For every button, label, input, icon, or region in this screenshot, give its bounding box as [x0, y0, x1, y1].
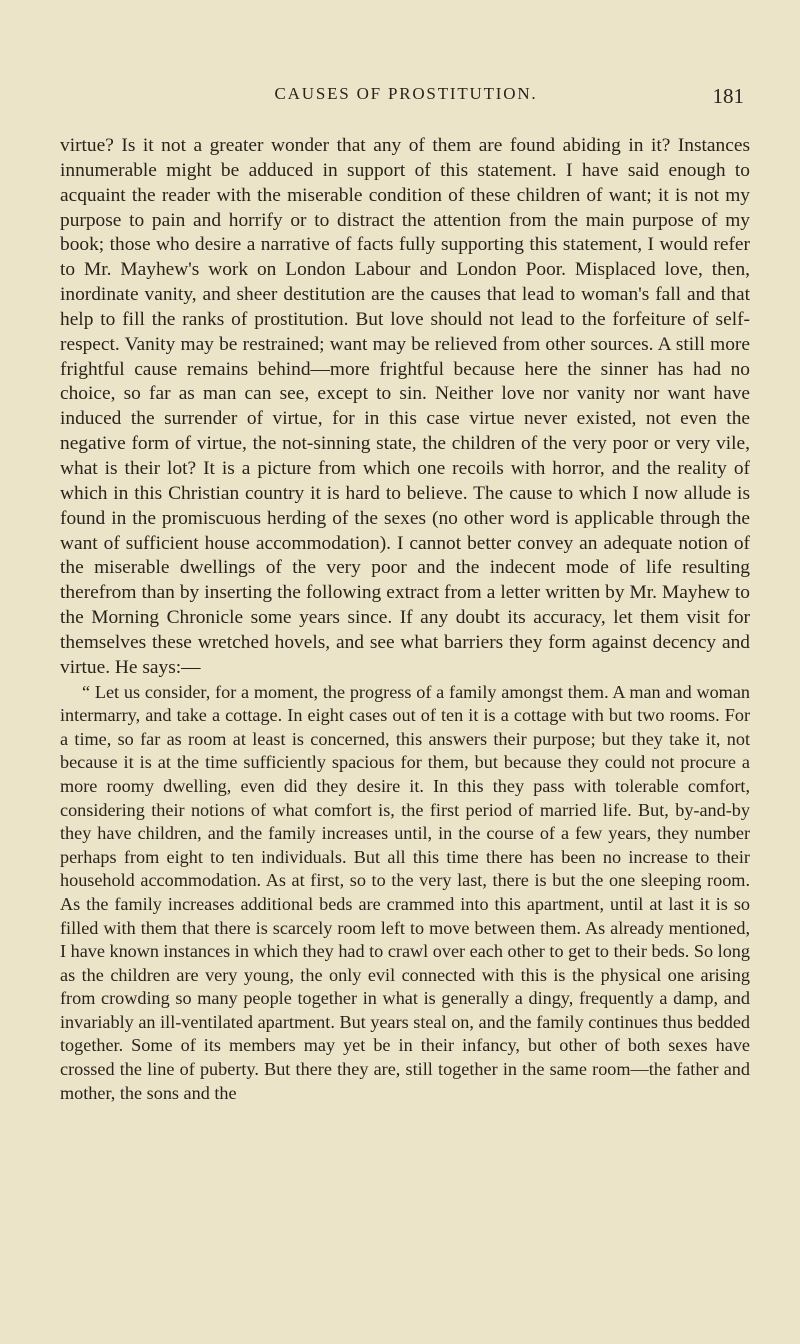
paragraph: virtue? Is it not a greater wonder that any of them are found abiding in it? Instances innumerable might be adduced in support of this statement. I have said enough to acquaint the reader with the miserable condition of these children of want; it is not my purpose to pain and horrify or to distract the attention from the main purpose of my book; those who desire a narrative of facts fully supporting this statement, I would refer to Mr. Mayhew's work on London Labour and London Poor. Misplaced love, then, inordinate vanity, and sheer destitution are the causes that lead to woman's fall and that help to fill the ranks of prostitution. But love should not lead to the forfeiture of self-respect. Vanity may be restrained; want may be relieved from other sources. A still more frightful cause remains behind—more frightful because here the sinner has had no choice, so far as man can see, except to sin. Neither love nor vanity nor want have induced the surrender of virtue, for in this case virtue never existed, not even the negative form of virtue, the not-sinning state, the children of the very poor or very vile, what is their lot? It is a picture from which one recoils with horror, and the reality of which in this Christian country it is hard to believe. The cause to which I now allude is found in the promiscuous herding of the sexes (no other word is applicable through the want of sufficient house accommodation). I cannot better convey an adequate notion of the miserable dwellings of the very poor and the indecent mode of life resulting therefrom than by inserting the following extract from a letter written by Mr. Mayhew to the Morning Chronicle some years since. If any doubt its accuracy, let them visit for themselves these wretched hovels, and see what barriers they form against decency and virtue. He says:—: [60, 135, 750, 678]
running-head: [62, 84, 750, 112]
running-title: CAUSES OF PROSTITUTION.: [274, 84, 538, 103]
page-number: 181: [712, 84, 744, 108]
quoted-paragraph: “ Let us consider, for a moment, the progress of a family amongst them. A man and woman intermarry, and take a cottage. In eight cases out of ten it is a cottage with but two rooms. For a time, so far as room at least is concerned, this answers their purpose; but they take it, not because it is at the time sufficiently spacious for them, but because they could not procure a more roomy dwelling, even did they desire it. In this they pass with tolerable comfort, considering their notions of what comfort is, the first period of married life. But, by-and-by they have children, and the family increases until, in the course of a few years, they number perhaps from eight to ten individuals. But all this time there has been no increase to their household accommodation. As at first, so to the very last, there is but the one sleeping room. As the family increases additional beds are crammed into this apartment, until at last it is so filled with them that there is scarcely room left to move between them. As already mentioned, I have known instances in which they had to crawl over each other to get to their beds. So long as the children are very young, the only evil connected with this is the physical one arising from crowding so many people together in what is generally a dingy, frequently a damp, and invariably an ill-ventilated apartment. But years steal on, and the family continues thus bedded together. Some of its members may yet be in their infancy, but other of both sexes have crossed the line of puberty. But there they are, still together in the same room—the father and mother, the sons and the: [60, 681, 750, 1103]
body-text: [60, 134, 750, 1105]
